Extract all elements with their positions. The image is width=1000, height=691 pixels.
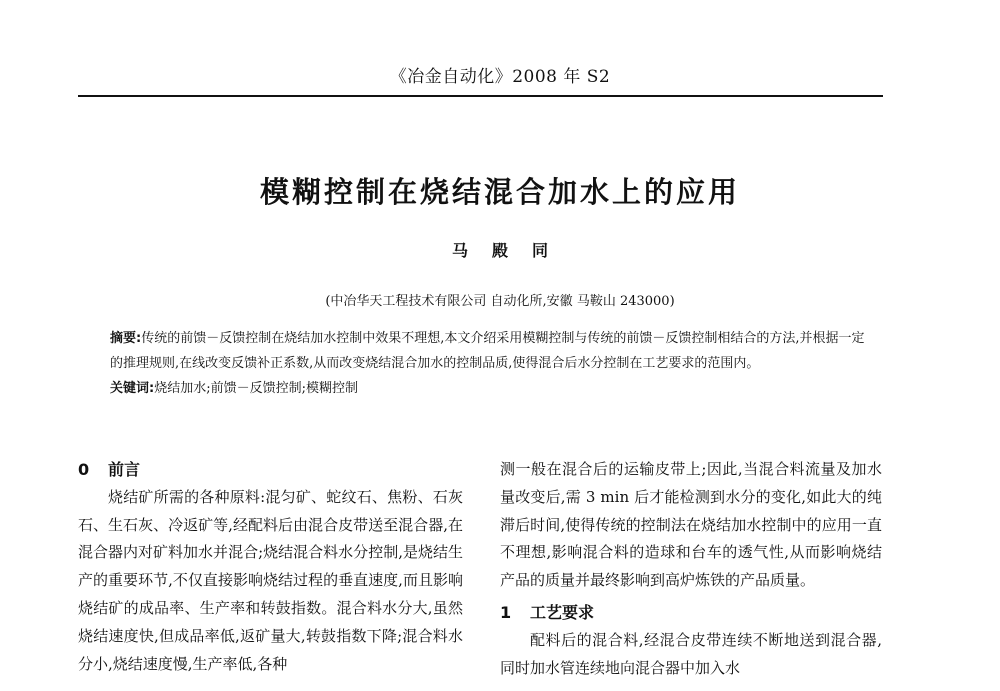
- keywords-label: 关键词:: [110, 381, 155, 396]
- author-affiliation: (中冶华天工程技术有限公司 自动化所,安徽 马鞍山 243000): [325, 294, 675, 309]
- keywords-text: 烧结加水;前馈－反馈控制;模糊控制: [154, 381, 358, 396]
- keywords: [110, 376, 870, 401]
- section-0-paragraph: 烧结矿所需的各种原料:混匀矿、蛇纹石、焦粉、石灰石、生石灰、冷返矿等,经配料后由混合皮带送至混合器,在混合器内对矿料加水并混合;烧结混合料水分控制,是烧结生产的重要环节,不仅直接影响烧结过程的垂直速度,而且影响烧结矿的成品率、生产率和转鼓指数。混合料水分大,虽然烧结速度快,但成品率低,返矿量大,转鼓指数下降;混合料水分小,烧结速度慢,生产率低,各种: [78, 487, 463, 673]
- header-rule: [78, 95, 883, 97]
- section-number: 0: [78, 460, 90, 479]
- article-title: 模糊控制在烧结混合加水上的应用: [259, 175, 740, 209]
- section-heading-0: [78, 456, 463, 484]
- section-number: 1: [500, 602, 512, 622]
- right-column: [500, 456, 882, 682]
- section-title: 前言: [108, 460, 141, 479]
- section-1-paragraph: 配料后的混合料,经混合皮带连续不断地送到混合器,同时加水管连续地向混合器中加入水: [500, 630, 882, 677]
- abstract-label: 摘要:: [110, 331, 142, 346]
- left-column: [78, 456, 463, 678]
- abstract-text: 传统的前馈－反馈控制在烧结加水控制中效果不理想,本文介绍采用模糊控制与传统的前馈－反馈控制相结合的方法,并根据一定的推理规则,在线改变反馈补正系数,从而改变烧结混合加水的控制品质,使得混合后水分控制在工艺要求的范围内。: [110, 331, 865, 371]
- author-name: 马殿同: [451, 241, 572, 260]
- section-title: 工艺要求: [530, 602, 595, 622]
- section-heading-1: [500, 599, 882, 627]
- abstract: [110, 326, 870, 376]
- journal-header: 《冶金自动化》2008 年 S2: [389, 67, 611, 87]
- section-0-paragraph-continued: 测一般在混合后的运输皮带上;因此,当混合料流量及加水量改变后,需 3 min 后才能检测到水分的变化,如此大的纯滞后时间,使得传统的控制法在烧结加水控制中的应用一直不理想,影响混合料的造球和台车的透气性,从而影响烧结产品的质量并最终影响到高炉炼铁的产品质量。: [500, 460, 882, 590]
- abstract-block: [110, 326, 870, 401]
